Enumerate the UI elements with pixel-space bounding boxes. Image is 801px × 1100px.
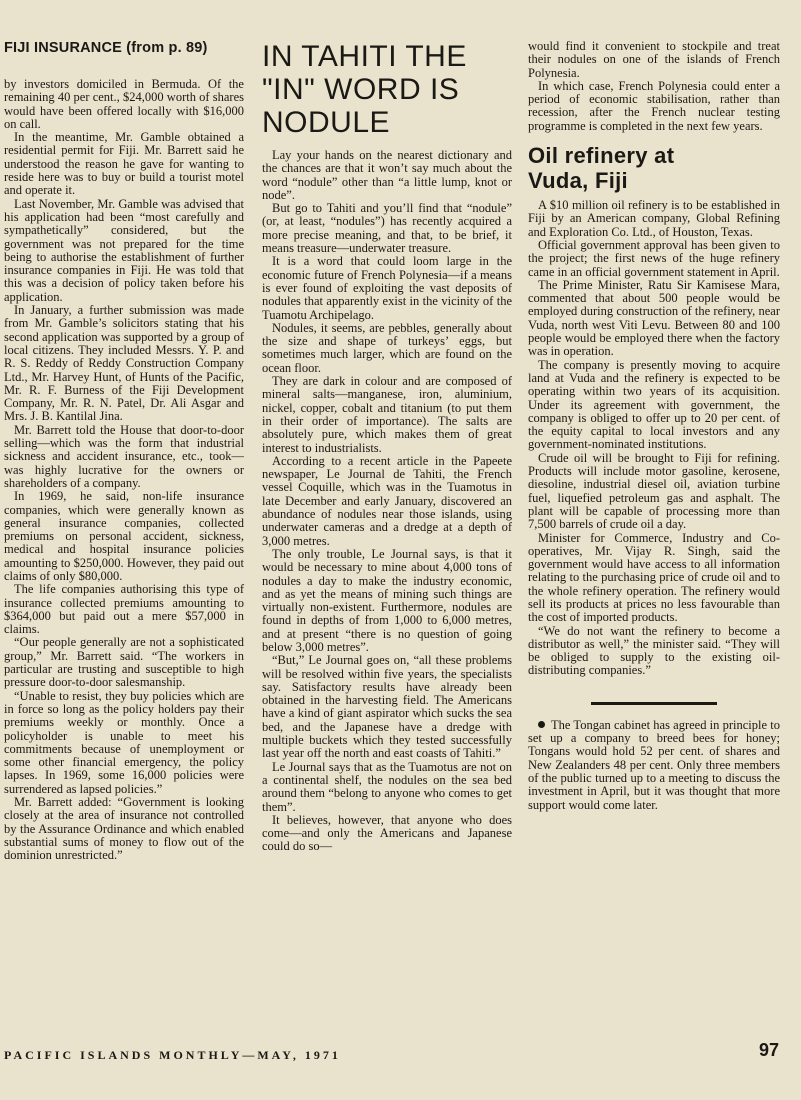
paragraph: Crude oil will be brought to Fiji for refining. Products will include motor gasoline, kerosene, diesoline, industrial diesel oil, aviation turbine fuel, liquefied petroleum gas and asphalt. The plant will be capable of processing more than 7,500 barrels of crude oil a day. (528, 450, 780, 532)
paragraph: They are dark in colour and are composed of mineral salts—manganese, iron, aluminium, nickel, copper, cobalt and titanium (to put them in their order of importance). The salts are absolutely pure, which makes them of great interest to industrialists. (262, 374, 512, 455)
paragraph: In the meantime, Mr. Gamble obtained a residential permit for Fiji. Mr. Barrett said he understood the reason he gave for wanting to reside here was to buy or build a tourist motel and operate it. (4, 130, 244, 198)
paragraph: In January, a further submission was made from Mr. Gamble’s solicitors stating that his second application was supported by a group of local citizens. They included Messrs. Y. P. and R. S. Reddy of Reddy Construction Company Ltd., Mr. Harvey Hunt, of Hunts of the Pacific, Mr. R. F. Burness of the Fiji Development Company, Mr. R. N. Patel, Dr. Ali Asgar and Mrs. J. B. Kantilal Jina. (4, 303, 244, 424)
column-oil-refinery (528, 40, 780, 812)
paragraph: Le Journal says that as the Tuamotus are not on a continental shelf, the nodules on the sea bed around them “belong to anyone who comes to get them”. (262, 759, 512, 814)
column-fiji-insurance (4, 40, 244, 863)
tonga-news-item (528, 719, 780, 812)
paragraph: by investors domiciled in Bermuda. Of the remaining 40 per cent., $24,000 worth of shares would have been offered locally with $16,000 on call. (4, 77, 244, 131)
paragraph: It is a word that could loom large in the economic future of French Polynesia—if a means is ever found of exploiting the vast deposits of nodules that apparently exist in the vicinity of the Tuamotu Archipelago. (262, 254, 512, 322)
article-subheading (528, 143, 780, 193)
paragraph: The Prime Minister, Ratu Sir Kamisese Mara, commented that about 500 people would be employed during construction of the refinery, near Vuda, north west Viti Levu. Between 80 and 100 people would be employed there when the factory was in operation. (528, 277, 780, 359)
paragraph: “Our people generally are not a sophisticated group,” Mr. Barrett said. “The workers in particular are trusting and susceptible to high pressure door-to-door salesmanship. (4, 635, 244, 690)
paragraph: Official government approval has been given to the project; the first news of the huge refinery came in an official government statement in April. (528, 237, 780, 279)
paragraph: Last November, Mr. Gamble was advised that his application had been “most carefully and sympathetically” considered, but the government was not prepared for the time being to authorise the establishment of further insurance companies in Fiji. He was told that this was a decision of policy taken before his application. (4, 196, 244, 304)
paragraph: “Unable to resist, they buy policies which are in force so long as the policy holders pay their premiums weekly or monthly. Once a policyholder is unable to meet his commitments because of unemployment or some other financial emergency, the policy lapses. In 1969, some 16,000 policies were surrendered as lapsed policies.” (4, 688, 244, 796)
paragraph: Lay your hands on the nearest dictionary and the chances are that it won’t say much about the word “nodule” other than “a little lump, knot or node”. (262, 148, 512, 202)
article-headline (262, 40, 512, 139)
paragraph: The life companies authorising this type of insurance collected premiums amounting to $364,000 but paid out a mere $57,000 in claims. (4, 582, 244, 637)
paragraph: The only trouble, Le Journal says, is that it would be necessary to mine about 4,000 tons of nodules a day to make the industry economic, and as yet the means of mining such things are virtually non-existent. Furthermore, nodules are found in depths of from 1,000 to 6,000 metres, and at present “there is no question of going below 3,000 metres”. (262, 546, 512, 654)
paragraph: Minister for Commerce, Industry and Co-operatives, Mr. Vijay R. Singh, said the government would have access to all information relating to the purchasing price of crude oil and to the whole refinery operation. The refinery would sell its products at prices no less favourable than the cost of imported products. (528, 530, 780, 625)
subheading-line: Oil refinery at (528, 143, 675, 169)
paragraph: “We do not want the refinery to become a distributor as well,” the minister said. “They will be obliged to supply to the existing oil-distributing companies.” (528, 623, 780, 678)
tonga-paragraph: The Tongan cabinet has agreed in principle to set up a company to breed bees for honey; Tongans would hold 52 per cent. of shares and New Zealanders 48 per cent. Only three members of the public turned up to a meeting to discuss the investment in April, but it was thought that more support would come later. (528, 717, 780, 812)
paragraph: In 1969, he said, non-life insurance companies, which were generally known as general insurance companies, collected premiums on personal accident, sickness, medical and hospital insurance policies amounting to $250,000. However, they paid out claims of only $80,000. (4, 489, 244, 583)
section-heading: FIJI INSURANCE (from p. 89) (4, 40, 208, 56)
paragraph: A $10 million oil refinery is to be established in Fiji by an American company, Global Refining and Exploration Co. Ltd., of Houston, Texas. (528, 198, 780, 239)
paragraph: Nodules, it seems, are pebbles, generally about the size and shape of turkeys’ eggs, but sometimes much larger, which are found on the ocean floor. (262, 320, 512, 375)
headline-line: NODULE (262, 106, 391, 139)
section-divider (591, 702, 717, 705)
headline-line: IN TAHITI THE (262, 40, 467, 73)
subheading-line: Vuda, Fiji (528, 168, 628, 194)
paragraph: would find it convenient to stockpile and treat their nodules on one of the islands of French Polynesia. (528, 39, 780, 80)
column-tahiti-nodule (262, 40, 512, 854)
page-number: 97 (758, 1040, 779, 1060)
bullet-icon (538, 721, 545, 728)
running-footer: PACIFIC ISLANDS MONTHLY—MAY, 1971 (4, 1048, 341, 1062)
headline-line: "IN" WORD IS (262, 73, 460, 106)
paragraph: In which case, French Polynesia could enter a period of economic stabilisation, rather than recession, after the French nuclear testing programme is completed in the next few years. (528, 78, 780, 133)
paragraph: Mr. Barrett added: “Government is looking closely at the area of insurance not controlled by the Assurance Ordinance and which enabled substantial sums of money to flow out of the dominion unrestricted.” (4, 795, 244, 863)
paragraph: Mr. Barrett told the House that door-to-door selling—which was the form that industrial sickness and accident insurance, etc., took—was highly lucrative for the owners or shareholders of a company. (4, 422, 244, 490)
paragraph: According to a recent article in the Papeete newspaper, Le Journal de Tahiti, the French vessel Coquille, which was in the Tuamotus in late December and early January, discovered an abundance of nodules near those islands, using underwater cameras and a dredge at a depth of 3,000 metres. (262, 453, 512, 548)
paragraph: But go to Tahiti and you’ll find that “nodule” (or, at least, “nodules”) has recently acquired a more precise meaning, and that, to be brief, it means treasure—underwater treasure. (262, 201, 512, 256)
paragraph: The company is presently moving to acquire land at Vuda and the refinery is expected to be operating within two years of its acquisition. Under its agreement with government, the company is obliged to offer up to 20 per cent. of the equity capital to local investors and any government-nominated institutions. (528, 357, 780, 452)
paragraph: “But,” Le Journal goes on, “all these problems will be resolved within five years, the specialists say. Satisfactory results have already been obtained in the harvesting field. The Americans have a kind of giant aspirator which sucks the sea bed, and the Japanese have a dredge with multiple buckets which they tested successfully last year off the north and east coasts of Tahiti.” (262, 653, 512, 761)
paragraph: It believes, however, that anyone who does come—and only the Americans and Japanese could do so— (262, 812, 512, 854)
